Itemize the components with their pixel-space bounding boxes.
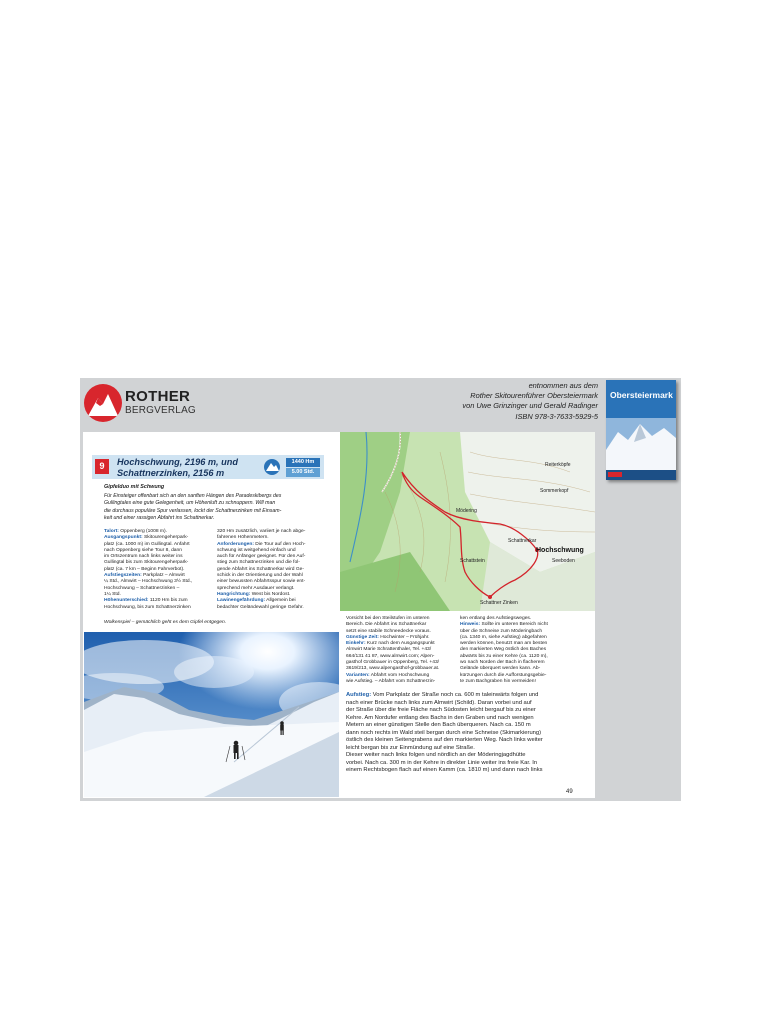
info-value: Die Tour auf den Hoch- <box>253 541 306 547</box>
info-value: setzt eine stabile Schneedecke voraus. <box>346 628 431 634</box>
info-value: über die Schneise zum Möderingbach <box>460 628 543 634</box>
info-key: Varianten: <box>346 672 370 678</box>
info-value: kürzungen durch die Aufforstungsgebie- <box>460 672 547 678</box>
publisher-subname: BERGVERLAG <box>125 405 196 416</box>
source-line: entnommen aus dem <box>528 381 598 390</box>
ascent-line: einem Rechtsbogen flach auf einen Kamm (ca. 1810 m) und dann nach links <box>346 767 543 773</box>
intro-line: die durchaus populäre Spur verlassen, lockt der Schattnerzinken mit Einsam- <box>104 507 282 514</box>
source-line: ISBN 978-3-7633-5929-5 <box>515 411 598 421</box>
map-label-schattstein: Schattstein <box>460 558 485 564</box>
info-value: Almwirt Marie Schrattenthaler, Tel. +43/ <box>346 647 432 653</box>
info-value: Kurz nach dem Ausgangspunkt <box>365 641 435 647</box>
info-key: Lawinengefährdung: <box>217 598 266 604</box>
ascent-line: leicht bergan bis zur Einmündung auf eine Straße. <box>346 744 475 751</box>
map-label-moedering: Mödering <box>456 508 477 514</box>
info-value: Gelände überquert werden kann. Ab- <box>460 666 541 672</box>
duration-badge: 5.00 Std. <box>286 468 320 477</box>
info-line <box>346 679 458 685</box>
info-value: 664/131 41 87, www.almwirt.com; Alpen- <box>346 653 435 659</box>
tour-title <box>117 457 238 478</box>
ascent-text: Vom Parkplatz der Straße noch ca. 600 m taleinwärts folgen und <box>371 692 539 698</box>
info-key: Hinweis: <box>460 622 481 628</box>
info-value: im Ortszentrum nach links weiter ins <box>104 554 183 560</box>
tour-title-line: Schattnerzinken, 2156 m <box>117 467 225 478</box>
map-label-hochschwung: Hochschwung <box>536 547 584 554</box>
info-value: fahrenen Höhenmetern. <box>217 535 269 541</box>
source-line: Rother Skitourenführer Obersteiermark <box>470 391 598 401</box>
info-value: schwung ist weitgehend einfach und <box>217 547 296 553</box>
ascent-label: Aufstieg: <box>346 692 372 698</box>
info-line <box>460 679 574 685</box>
info-key: Hangrichtung: <box>217 591 251 597</box>
tour-subtitle: Gipfelduo mit Schwung <box>104 484 165 490</box>
info-value: bedachter Geländewahl geringe Gefahr. <box>217 604 304 610</box>
ski-tour-photo <box>84 632 339 797</box>
info-value: Hochschwung, bis zum Schattnerzinken <box>104 604 191 610</box>
info-key: Höhenunterschied: <box>104 598 149 604</box>
info-value: 1¼ Std. <box>104 591 121 597</box>
info-key: Aufstiegszeiten: <box>104 573 142 579</box>
info-value: Vorsicht bei den Steilstufen im unteren <box>346 616 430 621</box>
ascent-line: nach einer Brücke nach links zum Almwirt (Schild). Daran vorbei und auf <box>346 699 532 706</box>
tour-number: 9 <box>95 459 109 474</box>
info-value: Sollte im unteren Bereich nicht <box>480 622 548 628</box>
map-label-schattnerkar: Schattnerkar <box>508 538 537 544</box>
ascent-line <box>346 692 574 700</box>
elevation-badge: 1440 Hm <box>286 458 320 467</box>
info-value: nach Oppenberg siehe Tour 8, dann <box>104 547 182 553</box>
publisher-name: ROTHER <box>125 388 191 405</box>
info-column-1 <box>104 529 208 611</box>
photo-caption: Wolkenspiel – gemächlich geht es dem Gipfel entgegen. <box>104 620 227 625</box>
map-label-reiterkoepfe: Reiterköpfe <box>545 462 571 468</box>
info-value: West bis Nordost. <box>250 591 291 597</box>
info-value: Bereich. Die Abfahrt ins Schattnerkar <box>346 622 427 628</box>
book-cover <box>606 380 676 480</box>
info-value: platz (ca. 7 km – Beginn Fahrverbot). <box>104 566 185 572</box>
info-value: sprechend mehr Ausdauer verlangt. <box>217 585 295 591</box>
info-column-4 <box>460 616 574 685</box>
info-value: abwärts bis zu einer Kehre (ca. 1120 m), <box>460 653 548 659</box>
info-value: platz (ca. 1000 m) im Gullingtal. Anfahrt <box>104 541 190 547</box>
info-key: Anforderungen: <box>217 541 254 547</box>
info-value: Hochwinter – Frühjahr. <box>378 634 430 640</box>
map-label-schattner-zinken: Schattner Zinken <box>480 600 518 606</box>
intro-line: Gullingtales eine gute Gelegenheit, um Höhenluft zu schnuppern. Will man <box>104 500 276 507</box>
ascent-line: Kehre. Am Nordufer entlang des Bachs in den Graben und nach wenigen <box>346 714 534 721</box>
info-line <box>217 605 321 611</box>
info-value: 3619/213, www.alpengasthof-grobbauer.at. <box>346 666 440 672</box>
info-column-2 <box>217 529 321 611</box>
intro-line: keit und einer rassigen Abfahrt ins Schattnerkar. <box>104 515 215 522</box>
cover-title: Obersteiermark <box>610 390 673 400</box>
info-value: te zum Bachgraben hin vermeiden! <box>460 678 536 684</box>
info-value: gende Abfahrt ins Schattnerkar wird Ge- <box>217 566 304 572</box>
ascent-line: dann noch rechts im Wald steil bergan durch eine Schneise (Skimarkierung) <box>346 729 542 736</box>
info-value: Hochschwung – Schattnerzinken – <box>104 585 180 591</box>
info-value: Abfahrt vom Hochschwung <box>369 672 430 678</box>
info-key: Ausgangspunkt: <box>104 535 143 541</box>
intro-line: Für Einsteiger offenbart sich an den sanften Hängen des Paradeskibergs des <box>104 493 282 499</box>
info-value: werden können, benutzt man am besten <box>460 641 548 647</box>
info-value: gasthof Grobbauer in Oppenberg, Tel. +43/ <box>346 660 440 666</box>
info-column-3 <box>346 616 458 685</box>
info-value: wo nach Norden der Bach in flacherem <box>460 660 545 666</box>
map-label-sommerkopf: Sommerkopf <box>540 488 569 494</box>
info-value: stieg zum Schattnerzinken und die fol- <box>217 560 300 566</box>
ascent-line: Metern an einer günstigen Stelle den Bach überqueren. Nach ca. 150 m <box>346 722 531 728</box>
map-label-seeboden: Seeboden <box>552 558 575 564</box>
info-value: (ca. 1340 m, siehe Aufstieg) abgefahren <box>460 634 547 640</box>
rother-logo-icon <box>84 384 122 422</box>
ascent-line: der Straße über die freie Fläche nach Südosten leicht bergauf bis zu einer <box>346 707 536 713</box>
info-value: den markierten Weg östlich des Baches <box>460 647 547 653</box>
ascent-description <box>346 692 574 775</box>
info-value: Oppenberg (1008 m). <box>118 529 167 534</box>
info-value: auch für Anfänger geeignet. Für den Auf- <box>217 554 306 560</box>
info-value: 320 Hm zusätzlich, variiert je nach abge- <box>217 529 306 534</box>
page-number: 49 <box>566 789 573 795</box>
route-map <box>340 432 595 611</box>
info-value: schick in der Orientierung und der Wahl <box>217 573 303 579</box>
ascent-line: vorbei. Nach ca. 300 m in der Kehre in direkter Linie weiter ins freie Kar. In <box>346 759 538 766</box>
info-value: ¼ Std., Almwirt – Hochschwung 3½ Std., <box>104 579 193 585</box>
info-value: wie Aufstieg. – Abfahrt vom Schattnerzin- <box>346 678 436 684</box>
source-line: von Uwe Grinzinger und Gerald Radinger <box>462 401 598 411</box>
info-value: Skitourengeherpark- <box>142 535 189 541</box>
tour-intro <box>104 493 319 523</box>
info-value: ken entlang des Aufstiegsweges. <box>460 616 532 621</box>
info-key: Talort: <box>104 529 119 534</box>
ascent-line: östlich des kleinen Seitengrabens auf den markierten Weg. Nach links weiter <box>346 737 543 743</box>
source-info <box>338 381 598 422</box>
ascent-line: Dieser weiter nach links folgen und nördlich an der Möderingjagdhütte <box>346 752 526 758</box>
difficulty-icon <box>262 458 282 476</box>
info-value: einer bewussten Abfahrtsspur sowie ent- <box>217 579 306 585</box>
info-value: Gullingtal bis zum Skitourengeherpark- <box>104 560 189 566</box>
info-value: Parkplatz – Almwirt <box>141 573 185 579</box>
info-value: Allgemein bei <box>265 598 296 604</box>
tour-title-line: Hochschwung, 2196 m, und <box>117 457 238 467</box>
info-key: Einkehr: <box>346 641 366 647</box>
info-key: Günstige Zeit: <box>346 634 379 640</box>
info-value: 1120 Hm bis zum <box>148 598 188 604</box>
info-line <box>104 605 208 611</box>
